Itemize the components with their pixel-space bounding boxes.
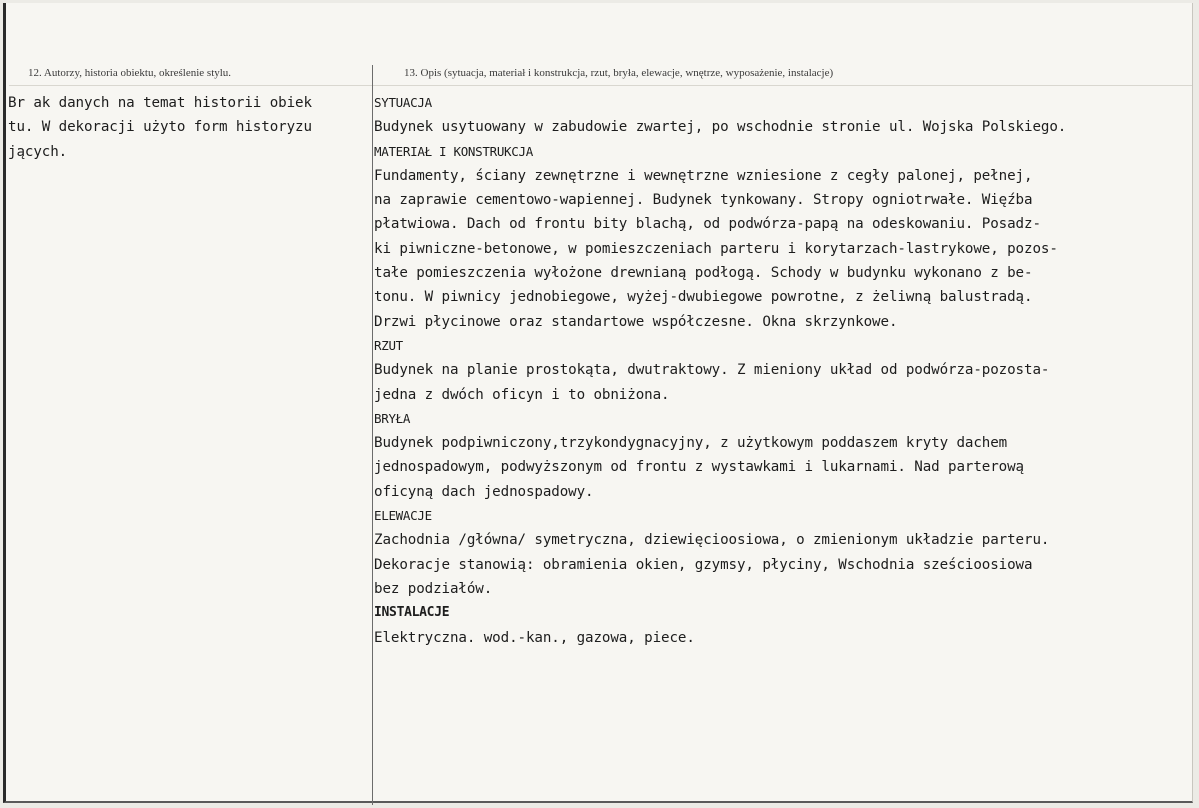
text-line: jednospadowym, podwyższonym od frontu z wystawkami i lukarnami. Nad parterową	[374, 459, 1025, 476]
history-text	[8, 91, 368, 164]
description-text	[374, 91, 1189, 650]
text-line: bez podziałów.	[374, 580, 493, 597]
text-line: Br ak danych na temat historii obiek	[8, 95, 312, 111]
left-column-header: 12. Autorzy, historia obiektu, określenie stylu.	[28, 67, 232, 79]
header-rule	[9, 85, 1192, 86]
text-line: tałe pomieszczenia wyłożone drewnianą podłogą. Schody w budynku wykonano z be-	[374, 265, 1033, 282]
text-line: płatwiowa. Dach od frontu bity blachą, od podwórza-papą na odeskowaniu. Posadz-	[374, 216, 1041, 233]
column-divider	[372, 65, 373, 805]
text-line: Drzwi płycinowe oraz standartowe współczesne. Okna skrzynkowe.	[374, 313, 898, 330]
text-line: Budynek podpiwniczony,trzykondygnacyjny, z użytkowym poddaszem kryty dachem	[374, 435, 1008, 452]
text-line: Fundamenty, ściany zewnętrzne i wewnętrzne wzniesione z cegły palonej, pełnej,	[374, 167, 1033, 184]
text-line: Elektryczna. wod.-kan., gazowa, piece.	[374, 629, 695, 646]
text-line: jedna z dwóch oficyn i to obniżona.	[374, 386, 670, 403]
inventory-card	[3, 3, 1193, 803]
right-column-header: 13. Opis (sytuacja, materiał i konstrukcja, rzut, bryła, elewacje, wnętrze, wyposażenie, instalacje)	[404, 67, 834, 79]
section-heading-rzut: RZUT	[374, 337, 403, 353]
text-line: Zachodnia /główna/ symetryczna, dziewięcioosiowa, o zmienionym układzie parteru.	[374, 532, 1050, 549]
section-heading-sytuacja: SYTUACJA	[374, 95, 432, 110]
text-line: jących.	[8, 143, 68, 160]
text-line: oficyną dach jednospadowy.	[374, 483, 594, 500]
text-line: tonu. W piwnicy jednobiegowe, wyżej-dwubiegowe powrotne, z żeliwną balustradą.	[374, 289, 1033, 306]
section-heading-instalacje: INSTALACJE	[374, 605, 450, 621]
text-line: Budynek na planie prostokąta, dwutraktowy. Z mieniony układ od podwórza-pozosta-	[374, 362, 1050, 379]
text-line: Dekoracje stanowią: obramienia okien, gzymsy, płyciny, Wschodnia sześcioosiowa	[374, 556, 1033, 573]
section-heading-material: MATERIAŁ I KONSTRUKCJA	[374, 143, 533, 159]
text-line: Budynek usytuowany w zabudowie zwartej, po wschodnie stronie ul. Wojska Polskiego.	[374, 119, 1067, 136]
text-line: na zaprawie cementowo-wapiennej. Budynek tynkowany. Stropy ogniotrwałe. Więźba	[374, 192, 1033, 209]
section-heading-elewacje: ELEWACJE	[374, 508, 432, 524]
text-line: ki piwniczne-betonowe, w pomieszczeniach parteru i korytarzach-lastrykowe, pozos-	[374, 240, 1058, 257]
section-heading-bryla: BRYŁA	[374, 410, 411, 426]
text-line: tu. W dekoracji użyto form historyzu	[8, 119, 312, 136]
